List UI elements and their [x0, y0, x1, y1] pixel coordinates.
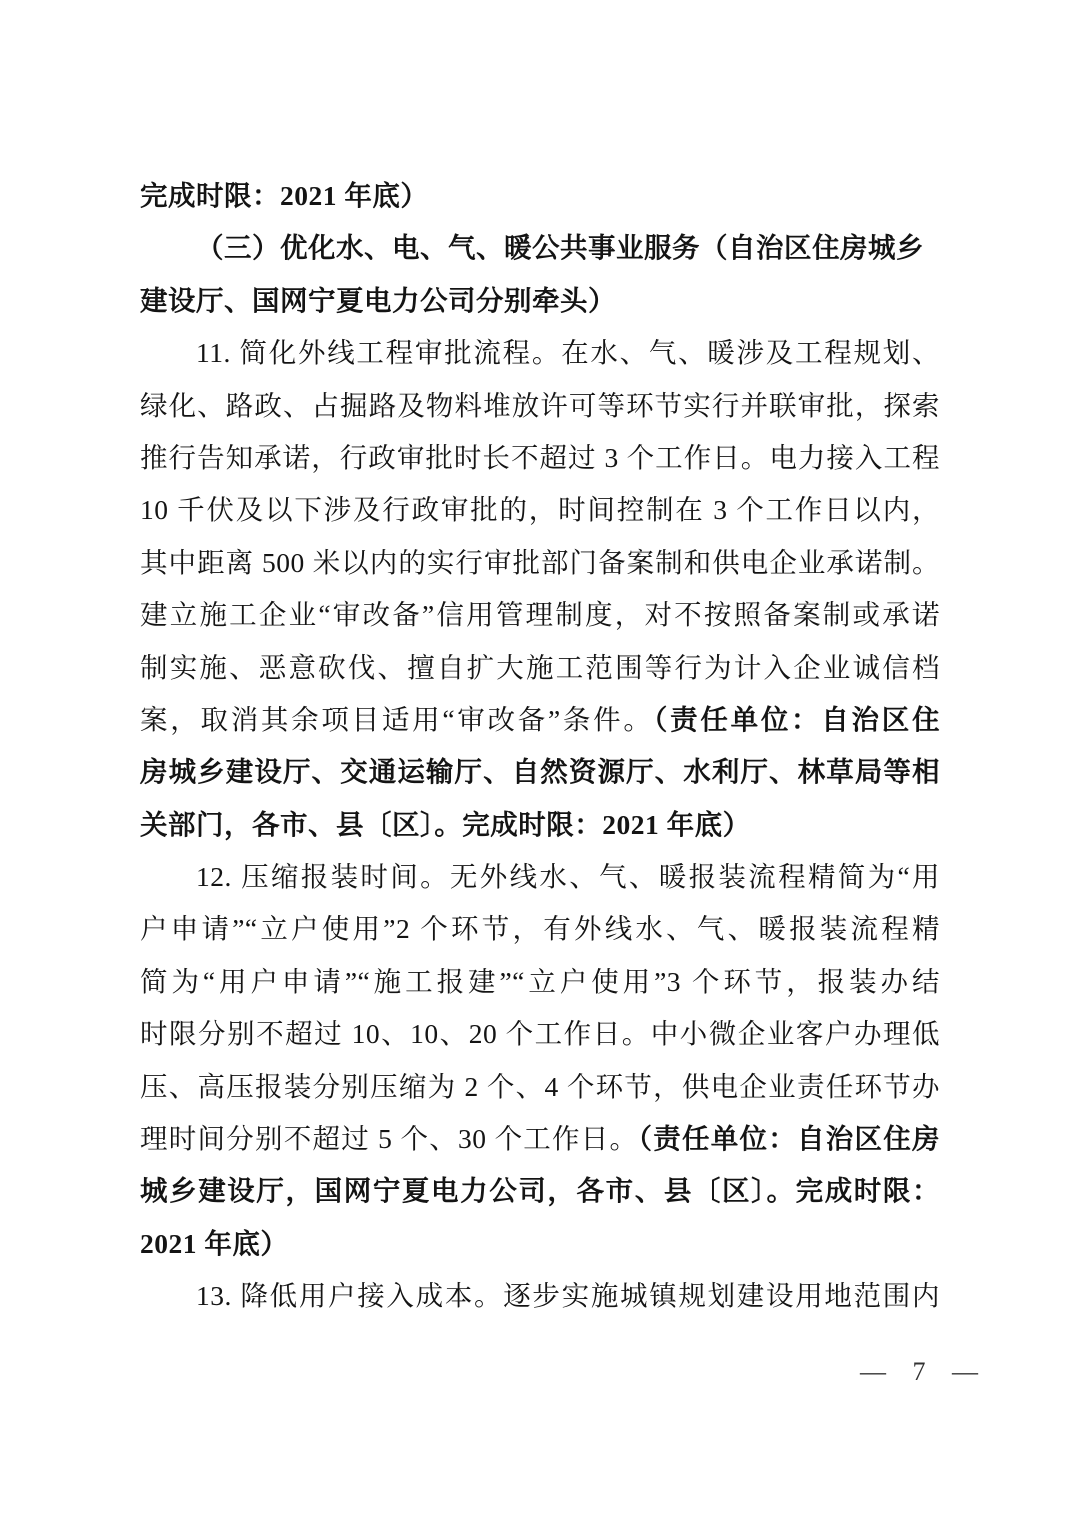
- text-segment: （三）优化水、电、气、暖公共事业服务（自治区住房城乡: [196, 232, 924, 264]
- text-line: [140, 1061, 940, 1113]
- responsibility-segment: （责任单位：自治区住: [653, 703, 940, 735]
- page-number: — 7 —: [860, 1357, 980, 1386]
- responsibility-segment: （责任单位：自治区住房: [638, 1123, 941, 1155]
- text-segment: 建设厅、国网宁夏电力公司分别牵头）: [140, 284, 616, 316]
- text-segment: 绿化、路政、占掘路及物料堆放许可等环节实行并联审批，探索: [140, 389, 940, 421]
- text-segment: 制实施、恶意砍伐、擅自扩大施工范围等行为计入企业诚信档: [140, 651, 940, 683]
- text-line: [140, 484, 940, 536]
- text-segment: 13. 降低用户接入成本。逐步实施城镇规划建设用地范围内: [196, 1280, 940, 1312]
- text-line: [140, 746, 940, 798]
- text-line: [140, 380, 940, 432]
- text-segment: 简为“用户申请”“施工报建”“立户使用”3 个环节，报装办结: [140, 965, 940, 997]
- text-segment: 时限分别不超过 10、10、20 个工作日。中小微企业客户办理低: [140, 1018, 940, 1050]
- text-segment: 压、高压报装分别压缩为 2 个、4 个环节，供电企业责任环节办: [140, 1070, 940, 1102]
- responsibility-segment: 房城乡建设厅、交通运输厅、自然资源厅、水利厅、林草局等相: [140, 756, 940, 788]
- text-segment: 建立施工企业“审改备”信用管理制度，对不按照备案制或承诺: [140, 599, 940, 631]
- text-segment: 11. 简化外线工程审批流程。在水、气、暖涉及工程规划、: [196, 337, 940, 369]
- text-line: [140, 851, 940, 903]
- text-line: [140, 903, 940, 955]
- text-line: [140, 956, 940, 1008]
- responsibility-segment: 关部门，各市、县〔区〕。完成时限：2021 年底）: [140, 808, 751, 840]
- text-line: [140, 327, 940, 379]
- text-segment: 10 千伏及以下涉及行政审批的，时间控制在 3 个工作日以内，: [140, 494, 940, 526]
- text-segment: 其中距离 500 米以内的实行审批部门备案制和供电企业承诺制。: [140, 546, 940, 578]
- text-line: [140, 537, 940, 589]
- text-line: [140, 1218, 940, 1270]
- text-line: [140, 642, 940, 694]
- text-line: [140, 432, 940, 484]
- section-heading-line: [140, 275, 940, 327]
- text-line: [140, 1113, 940, 1165]
- text-segment: 理时间分别不超过 5 个、30 个工作日。: [140, 1123, 639, 1155]
- text-segment: 完成时限：2021 年底）: [140, 180, 429, 211]
- text-segment: 推行告知承诺，行政审批时长不超过 3 个工作日。电力接入工程: [140, 441, 940, 473]
- text-segment: 户申请”“立户使用”2 个环节，有外线水、气、暖报装流程精: [140, 913, 940, 945]
- responsibility-segment: 2021 年底）: [140, 1227, 289, 1259]
- text-line: [140, 1165, 940, 1217]
- section-heading-line: [140, 222, 940, 274]
- text-line: [140, 589, 940, 641]
- text-line: [140, 170, 940, 222]
- text-line: [140, 1270, 940, 1322]
- responsibility-segment: 城乡建设厅，国网宁夏电力公司，各市、县〔区〕。完成时限：: [140, 1175, 940, 1207]
- text-line: [140, 694, 940, 746]
- text-line: [140, 799, 940, 851]
- text-line: [140, 1008, 940, 1060]
- text-segment: 案，取消其余项目适用“审改备”条件。: [140, 703, 654, 735]
- text-segment: 12. 压缩报装时间。无外线水、气、暖报装流程精简为“用: [196, 861, 940, 893]
- document-body: [140, 170, 940, 1323]
